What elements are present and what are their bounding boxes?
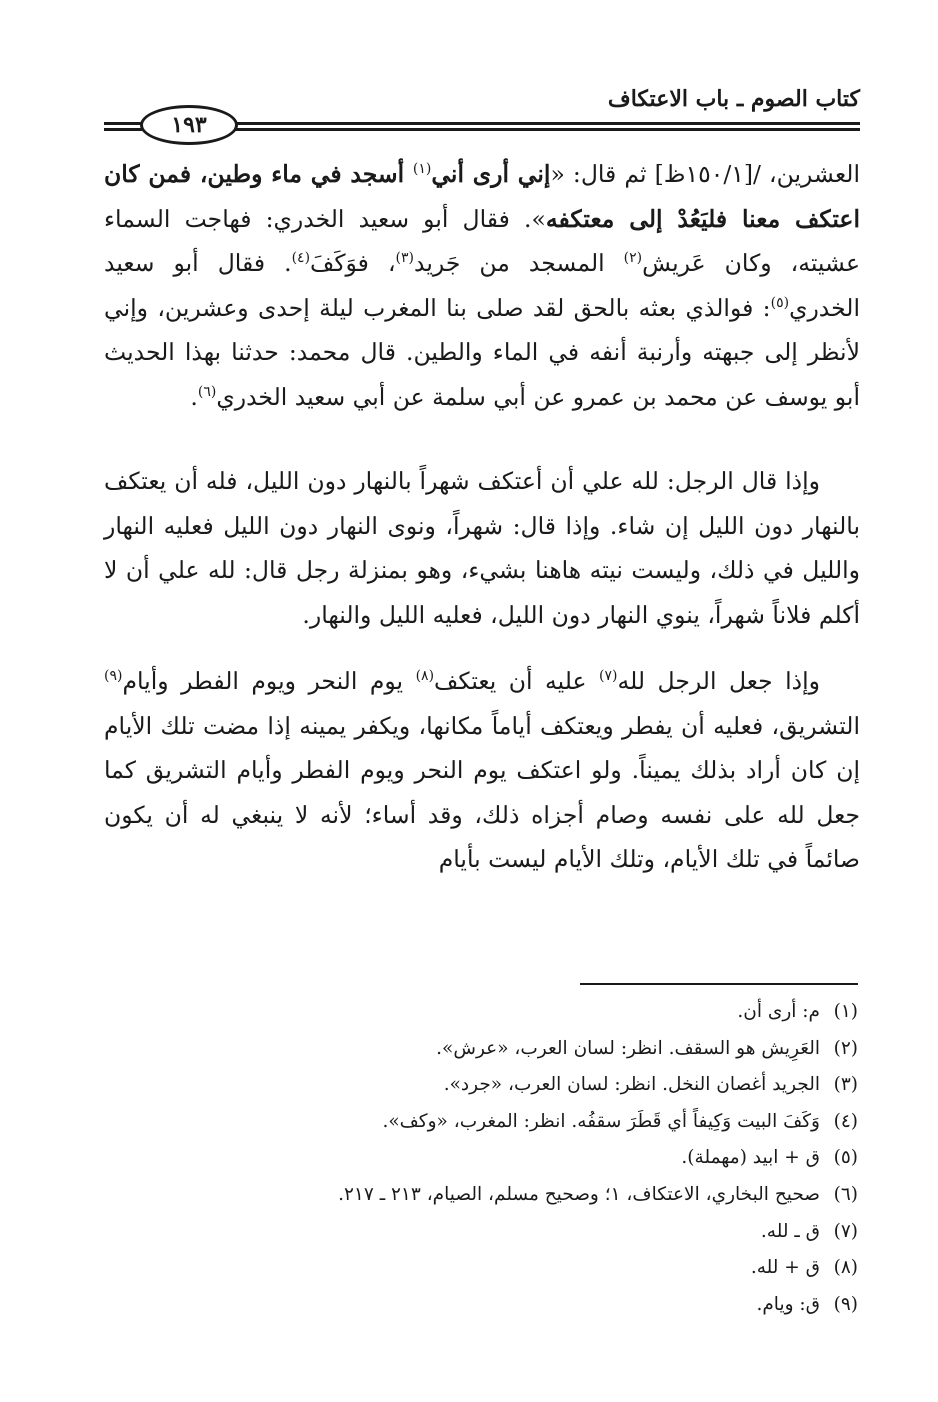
text-run: : فوالذي بعثه بالحق لقد صلى بنا المغرب ليلة إحدى وعشرين، وإني لأنظر إلى جبهته وأرنبة أنفه في الماء والطين. قال محمد: حدثنا بهذا الحديث أبو يوسف عن محمد بن عمرو عن أبي سلمة عن أبي سعيد الخدري [104, 293, 860, 411]
footnote-item [158, 1250, 858, 1287]
main-text [104, 152, 860, 882]
footnote-marker-5: (٥) [770, 294, 790, 311]
footnote-marker-4: (٤) [291, 250, 311, 266]
footnote-number: (٧) [833, 1220, 858, 1242]
footnote-text: وَكَفَ البيت وَكِيفاً أي قَطَرَ سقفُه. انظر: المغرب، «وكف». [382, 1110, 820, 1132]
page-number: ١٩٣ [171, 112, 207, 138]
footnote-number: (٨) [833, 1257, 858, 1279]
footnote-item [158, 1177, 858, 1214]
footnote-text: صحيح البخاري، الاعتكاف، ١؛ وصحيح مسلم، الصيام، ٢١٣ ـ ٢١٧. [338, 1183, 820, 1205]
footnote-marker-6: (٦) [197, 383, 217, 400]
footnote-item [158, 1031, 858, 1068]
text-run: عليه أن يعتكف [434, 667, 600, 695]
footnote-separator [580, 983, 858, 985]
footnotes-list [158, 994, 858, 1323]
footnote-text: العَرِيش هو السقف. انظر: لسان العرب، «عرش». [436, 1037, 820, 1059]
footnote-number: (٢) [833, 1037, 858, 1059]
footnote-item [158, 1214, 858, 1251]
footnote-marker-8: (٨) [415, 668, 435, 684]
footnote-number: (٩) [833, 1293, 858, 1315]
footnote-marker-7: (٧) [599, 668, 618, 684]
footnote-text: الجريد أغصان النخل. انظر: لسان العرب، «جرد». [443, 1074, 820, 1096]
text-run: وإذا جعل الرجل لله [617, 667, 820, 695]
text-run: ، فوَكَفَ [310, 249, 396, 277]
footnote-number: (١) [833, 1001, 858, 1022]
footnote-text: م: أرى أن. [737, 1001, 820, 1022]
footnote-number: (٦) [833, 1183, 858, 1205]
text-run: . فقال أبو سعيد الخدري [104, 249, 860, 322]
text-run: . [190, 382, 198, 411]
footnote-item [158, 1104, 858, 1141]
page-header [104, 84, 860, 154]
footnote-item [158, 994, 858, 1031]
footnote-item [158, 1067, 858, 1104]
footnote-text: ق + لله. [750, 1257, 820, 1279]
text-run: ». فقال أبو سعيد الخدري: فهاجت السماء عشيته، وكان عَريش [104, 204, 860, 277]
paragraph-2: وإذا قال الرجل: لله علي أن أعتكف شهراً بالنهار دون الليل، فله أن يعتكف بالنهار دون الليل إن شاء. وإذا قال: شهراً، ونوى النهار دون الليل فعليه النهار والليل في ذلك، وليست نيته هاهنا بشيء، وهو بمنزلة رجل قال: لله علي أن لا أكلم فلاناً شهراً، ينوي النهار دون الليل، فعليه الليل والنهار. [104, 467, 860, 629]
footnote-number: (٣) [833, 1074, 858, 1096]
footnote-text: ق + ابيد (مهملة). [681, 1147, 820, 1169]
footnote-marker-3: (٣) [395, 250, 414, 266]
footnote-item [158, 1140, 858, 1177]
footnote-marker-1: (١) [412, 161, 432, 177]
text-run: يوم النحر ويوم الفطر وأيام [122, 667, 416, 695]
footnote-item [158, 1287, 858, 1324]
footnote-text: ق ـ لله. [760, 1220, 820, 1242]
paragraph-1 [104, 152, 860, 419]
footnote-number: (٤) [833, 1110, 858, 1132]
hadith-quote: أسجد في ماء وطين، فمن كان اعتكف معنا فليَعُدْ إلى معتكفه [104, 160, 860, 233]
hadith-quote-start: إني أرى أني [431, 160, 551, 188]
footnote-marker-9: (٩) [104, 668, 123, 684]
page-number-badge [140, 105, 238, 145]
footnote-number: (٥) [833, 1147, 858, 1169]
paragraph-3 [104, 659, 860, 882]
footnote-marker-2: (٢) [623, 250, 643, 266]
text-run: العشرين، /[١٥٠/١ظ] ثم قال: « [550, 160, 861, 188]
running-title: كتاب الصوم ـ باب الاعتكاف [607, 86, 860, 112]
text-run: التشريق، فعليه أن يفطر ويعتكف أياماً مكانها، ويكفر يمينه إذا مضت تلك الأيام إن كان أراد بذلك يميناً. ولو اعتكف يوم النحر ويوم الفطر وأيام التشريق كما جعل لله على نفسه وصام أجزاه ذلك، وقد أساء؛ لأنه لا ينبغي له أن يكون صائماً في تلك الأيام، وتلك الأيام ليست بأيام [104, 711, 860, 873]
text-run: المسجد من جَريد [414, 249, 624, 277]
footnote-text: ق: ويام. [756, 1293, 820, 1315]
